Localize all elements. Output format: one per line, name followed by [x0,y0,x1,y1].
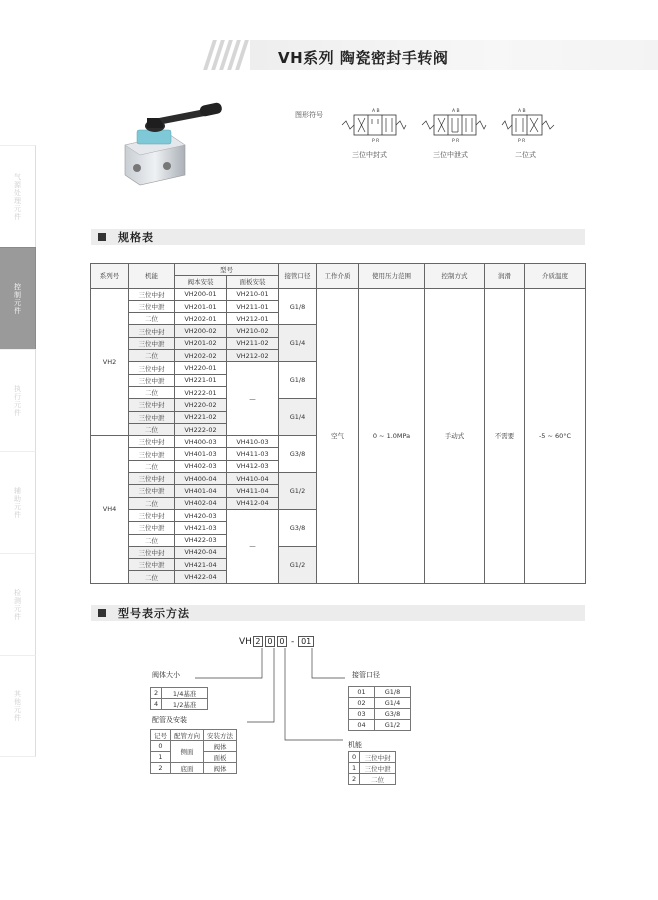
valve-mount-cell: VH420-04 [175,546,227,558]
temp-cell: -5 ~ 60°C [525,288,586,583]
svg-text:A B: A B [452,109,460,114]
panel-mount-cell: VH411-03 [227,448,279,460]
port-cell: G3/8 [279,509,317,546]
side-tab-3[interactable]: 辅助元件 [0,451,36,553]
function-cell: 三位中泄 [129,485,175,497]
valve-mount-cell: VH202-02 [175,350,227,362]
function-cell: 三位中封 [129,546,175,558]
panel-mount-cell: VH210-01 [227,288,279,300]
valve-mount-cell: VH421-03 [175,522,227,534]
col-header-panel-mount: 面板安装 [227,276,279,288]
medium-cell: 空气 [317,288,359,583]
code-digit-function: 0 [277,636,287,647]
panel-mount-none-cell: — [227,362,279,436]
function-cell: 三位中封 [129,509,175,521]
col-header-series: 系列号 [91,264,129,289]
col-header-valve-mount: 阀本安装 [175,276,227,288]
function-cell: 三位中泄 [129,300,175,312]
svg-text:A B: A B [372,109,380,114]
port-cell: G1/8 [279,288,317,325]
side-tab-2[interactable]: 执行元件 [0,349,36,451]
valve-mount-cell: VH201-02 [175,337,227,349]
port-cell: G1/8 [279,362,317,399]
heading-square-icon [98,233,106,241]
function-cell: 三位中泄 [129,411,175,423]
panel-mount-cell: VH412-04 [227,497,279,509]
symbol-label: 图形符号 [295,111,323,119]
spec-table [90,263,586,584]
function-cell: 二位 [129,571,175,583]
function-cell: 三位中封 [129,325,175,337]
function-cell: 三位中泄 [129,522,175,534]
code-digit-piping: 0 [265,636,275,647]
symbol-closed-center-icon [340,106,408,144]
valve-product-image [115,100,235,190]
valve-mount-cell: VH420-03 [175,509,227,521]
valve-mount-cell: VH201-01 [175,300,227,312]
function-cell: 三位中泄 [129,337,175,349]
valve-mount-cell: VH400-04 [175,473,227,485]
model-section-heading: 型号表示方法 [91,605,585,621]
col-header-control: 控制方式 [425,264,485,289]
port-cell: G1/4 [279,399,317,436]
port-title: 接管口径 [352,671,380,679]
panel-mount-cell: VH211-02 [227,337,279,349]
col-header-model: 型号 [175,264,279,276]
col-header-function: 机能 [129,264,175,289]
valve-mount-cell: VH222-02 [175,423,227,435]
panel-mount-cell: VH410-04 [227,473,279,485]
valve-mount-cell: VH222-01 [175,386,227,398]
code-digit-size: 2 [253,636,263,647]
piping-title: 配管及安装 [152,716,187,724]
side-tab-5[interactable]: 其他元件 [0,655,36,757]
lubrication-cell: 不需要 [485,288,525,583]
code-prefix: VH [239,636,252,647]
panel-mount-cell: VH411-04 [227,485,279,497]
valve-mount-cell: VH400-03 [175,436,227,448]
port-cell: G1/2 [279,473,317,510]
function-cell: 二位 [129,497,175,509]
pressure-cell: 0 ~ 1.0MPa [359,288,425,583]
port-cell: G3/8 [279,436,317,473]
page-title: VH系列 陶瓷密封手转阀 [278,49,449,67]
svg-text:P R: P R [452,139,460,144]
function-cell: 二位 [129,313,175,325]
symbol-caption: 三位中泄式 [433,151,468,159]
svg-text:P R: P R [372,139,380,144]
heading-square-icon [98,609,106,617]
valve-mount-cell: VH402-03 [175,460,227,472]
symbol-caption: 三位中封式 [352,151,387,159]
valve-mount-cell: VH422-04 [175,571,227,583]
table-row [91,288,586,300]
function-cell: 二位 [129,534,175,546]
col-header-lubrication: 润滑 [485,264,525,289]
spec-table-body [91,288,586,583]
valve-mount-cell: VH202-01 [175,313,227,325]
port-cell: G1/2 [279,546,317,583]
valve-mount-cell: VH402-04 [175,497,227,509]
valve-mount-cell: VH220-01 [175,362,227,374]
side-tab-4[interactable]: 检测元件 [0,553,36,655]
panel-mount-none-cell: — [227,509,279,583]
function-cell: 二位 [129,460,175,472]
series-cell: VH4 [91,436,129,584]
panel-mount-cell: VH410-03 [227,436,279,448]
function-cell: 三位中封 [129,362,175,374]
panel-mount-cell: VH212-01 [227,313,279,325]
size-title: 阀体大小 [152,671,180,679]
svg-text:P R: P R [518,139,526,144]
piping-table: 记号 配管方向 安装方法 0 侧面 阀体 1 面板 2 底面 阀体 [150,729,237,774]
col-header-medium: 工作介质 [317,264,359,289]
code-digit-port: 01 [298,636,314,647]
valve-mount-cell: VH401-04 [175,485,227,497]
function-cell: 二位 [129,386,175,398]
svg-text:A B: A B [518,109,526,114]
symbol-caption: 二位式 [515,151,536,159]
control-cell: 手动式 [425,288,485,583]
port-cell: G1/4 [279,325,317,362]
col-header-port: 接管口径 [279,264,317,289]
valve-mount-cell: VH221-01 [175,374,227,386]
col-header-temp: 介质温度 [525,264,586,289]
model-code [239,636,315,647]
function-cell: 二位 [129,350,175,362]
panel-mount-cell: VH211-01 [227,300,279,312]
side-tab-0[interactable]: 气源处理元件 [0,145,36,247]
function-cell: 三位中封 [129,288,175,300]
panel-mount-cell: VH210-02 [227,325,279,337]
function-cell: 三位中封 [129,473,175,485]
port-table: 01 G1/8 02 G1/4 03 G3/8 04 G1/2 [348,686,411,731]
valve-mount-cell: VH422-03 [175,534,227,546]
col-header-pressure: 使用压力范围 [359,264,425,289]
valve-mount-cell: VH401-03 [175,448,227,460]
function-cell: 三位中封 [129,399,175,411]
series-cell: VH2 [91,288,129,436]
side-tab-1[interactable]: 控制元件 [0,247,36,349]
valve-mount-cell: VH421-04 [175,559,227,571]
symbol-exhaust-center-icon [420,106,488,144]
function-cell: 三位中泄 [129,448,175,460]
panel-mount-cell: VH412-03 [227,460,279,472]
function-cell: 二位 [129,423,175,435]
symbol-two-position-icon [500,106,556,144]
function-title: 机能 [348,741,362,749]
function-cell: 三位中泄 [129,559,175,571]
spec-section-heading: 规格表 [91,229,585,245]
size-table: 2 1/4基准 4 1/2基准 [150,687,208,710]
function-cell: 三位中泄 [129,374,175,386]
code-separator: - [290,636,295,647]
valve-mount-cell: VH220-02 [175,399,227,411]
panel-mount-cell: VH212-02 [227,350,279,362]
valve-mount-cell: VH200-01 [175,288,227,300]
valve-mount-cell: VH200-02 [175,325,227,337]
function-table: 0 三位中封 1 三位中泄 2 二位 [348,751,396,785]
function-cell: 三位中封 [129,436,175,448]
valve-mount-cell: VH221-02 [175,411,227,423]
